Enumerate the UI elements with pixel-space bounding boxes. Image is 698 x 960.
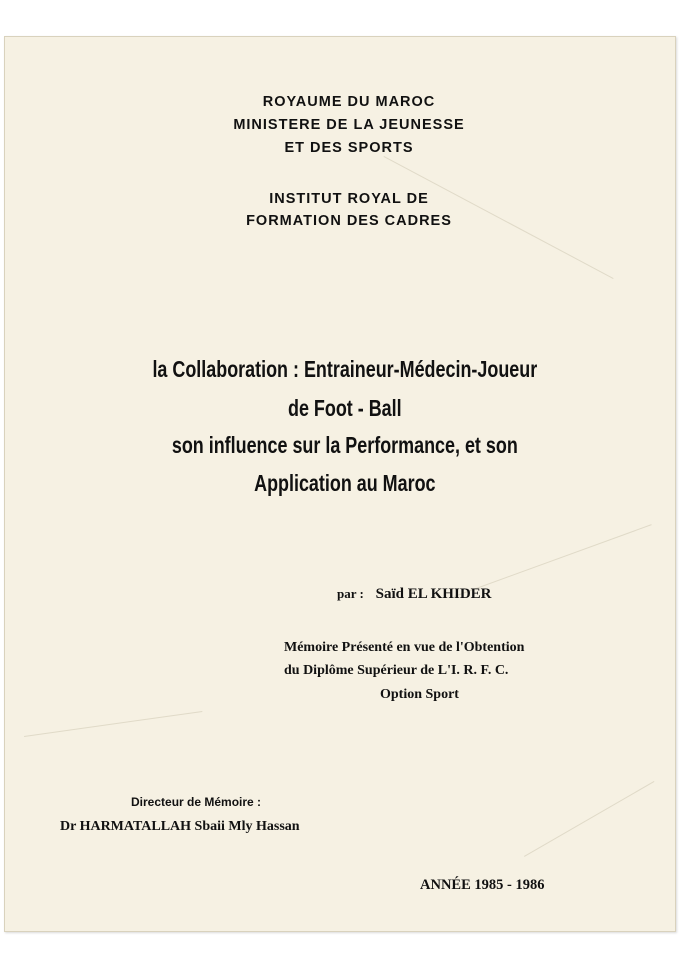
title-line-3: son influence sur la Performance, et son	[171, 432, 518, 458]
author-prefix: par :	[337, 586, 364, 601]
memoire-line-2: du Diplôme Supérieur de L'I. R. F. C.	[284, 663, 509, 678]
author-line	[337, 586, 492, 603]
header-institute-cadres: FORMATION DES CADRES	[246, 213, 452, 229]
paper-crease	[524, 781, 654, 857]
header-ministry: MINISTERE DE LA JEUNESSE	[233, 117, 465, 133]
director-name: Dr HARMATALLAH Sbaii Mly Hassan	[60, 819, 300, 834]
header-institute: INSTITUT ROYAL DE	[269, 191, 429, 207]
academic-year: ANNÉE 1985 - 1986	[420, 877, 545, 893]
header-ministry-sports: ET DES SPORTS	[284, 140, 414, 156]
title-line-4: Application au Maroc	[254, 470, 436, 496]
memoire-line-3: Option Sport	[380, 687, 459, 702]
paper-crease	[24, 711, 202, 737]
director-label: Directeur de Mémoire :	[131, 795, 262, 809]
author-name: Saïd EL KHIDER	[375, 586, 492, 602]
title-line-1: la Collaboration : Entraineur-Médecin-Joueur	[152, 356, 538, 382]
memoire-line-1: Mémoire Présenté en vue de l'Obtention	[284, 640, 525, 655]
header-kingdom: ROYAUME DU MAROC	[262, 94, 436, 110]
title-line-2: de Foot - Ball	[288, 395, 402, 421]
